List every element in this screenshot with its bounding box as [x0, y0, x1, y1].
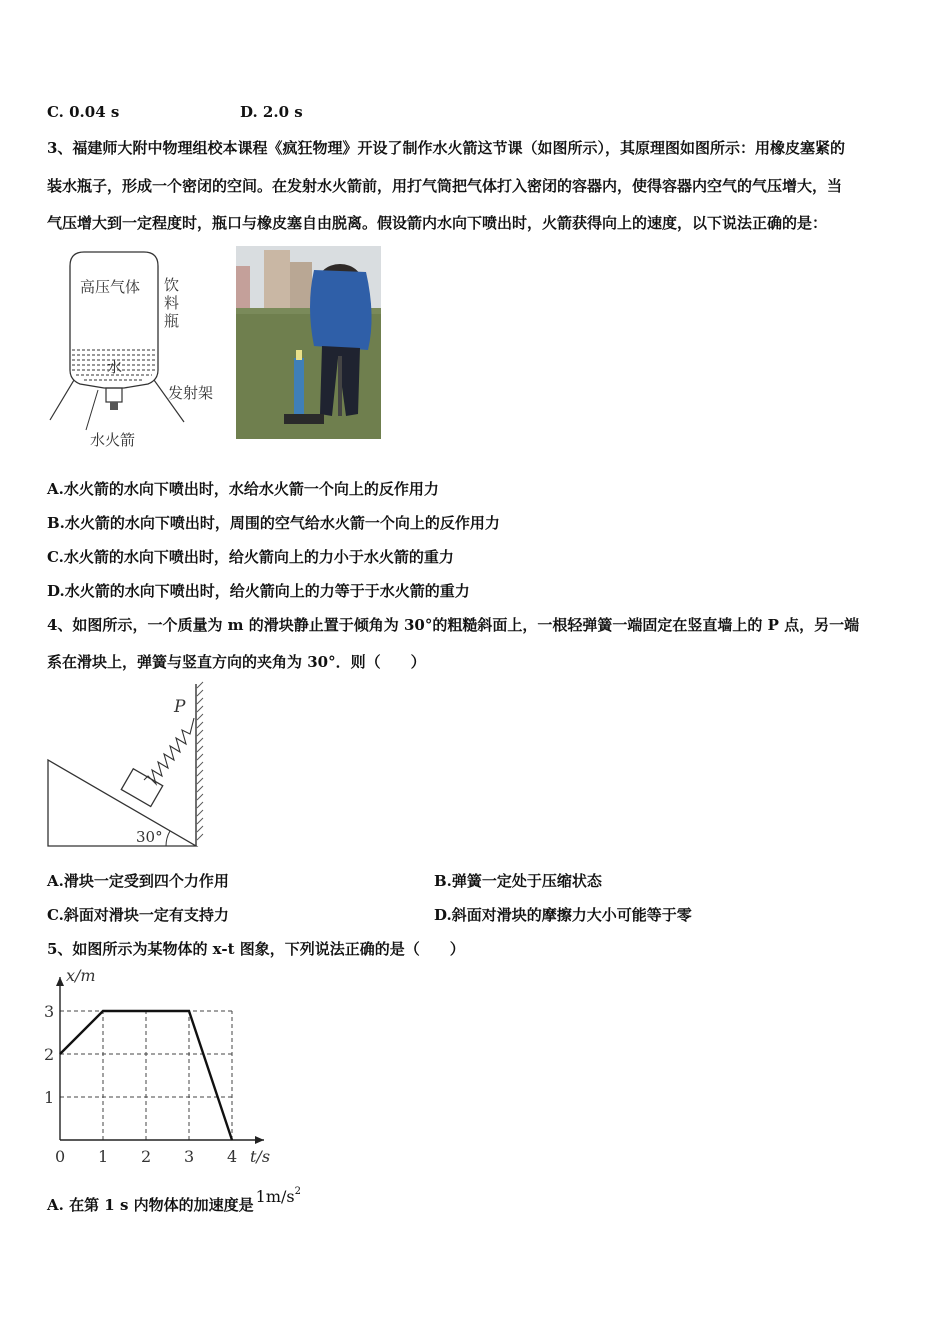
incline: [48, 760, 196, 846]
q5-option-a-exp: 2: [294, 1186, 301, 1197]
q5-option-a: [47, 1186, 301, 1215]
q4-option-b: B.弹簧一定处于压缩状态: [434, 872, 602, 890]
chart-axes: [56, 977, 264, 1144]
y-tick-label: 3: [44, 1002, 55, 1021]
rubber-stopper: [110, 402, 118, 410]
label-rocket: 水火箭: [90, 431, 136, 449]
slider-block: [121, 769, 162, 807]
q3-option-b: B.水火箭的水向下喷出时，周围的空气给水火箭一个向上的反作用力: [47, 514, 500, 532]
x-tick-label: 3: [184, 1147, 195, 1166]
wall-hatching: [197, 682, 203, 840]
chart-ticks: [44, 1002, 237, 1166]
option-d-prev: D. 2.0 s: [240, 103, 303, 121]
q3-option-c: C.水火箭的水向下喷出时，给火箭向上的力小于水火箭的重力: [47, 548, 454, 566]
water-rocket-photo: [236, 246, 381, 439]
label-gas: 高压气体: [80, 278, 141, 296]
rocket-pointer: [86, 390, 98, 430]
q4-option-a: A.滑块一定受到四个力作用: [47, 872, 229, 890]
q4-line-1: 4、如图所示，一个质量为 m 的滑块静止置于倾角为 30°的粗糙斜面上，一根轻弹簧一端固定在竖直墙上的 P 点，另一端: [47, 616, 860, 634]
angle-label: 30°: [136, 828, 163, 846]
y-axis-label: x/m: [66, 966, 96, 985]
x-tick-label: 1: [98, 1147, 109, 1166]
chart-grid: [60, 1011, 232, 1140]
q3-option-d: D.水火箭的水向下喷出时，给火箭向上的力等于于水火箭的重力: [47, 582, 470, 600]
q4-option-d: D.斜面对滑块的摩擦力大小可能等于零: [434, 906, 692, 924]
q5-line: 5、如图所示为某物体的 x-t 图象，下列说法正确的是（ ）: [47, 940, 465, 958]
label-water: 水: [107, 358, 123, 376]
q4-option-c: C.斜面对滑块一定有支持力: [47, 906, 229, 924]
y-tick-label: 1: [44, 1088, 55, 1107]
incline-diagram: [44, 680, 214, 850]
xt-chart: [40, 962, 280, 1172]
q5-option-a-value: 1m/s: [255, 1187, 295, 1206]
y-axis-arrow: [56, 977, 64, 986]
q5-option-a-text: A. 在第 1 s 内物体的加速度是: [47, 1196, 254, 1214]
label-stand: 发射架: [168, 384, 214, 402]
nozzle: [106, 388, 122, 402]
x-tick-label: 0: [55, 1147, 66, 1166]
x-axis-label: t/s: [250, 1147, 271, 1166]
label-bottle-1: 饮: [164, 276, 180, 294]
water-rocket-diagram: [44, 244, 234, 454]
photo-illustration: [236, 246, 381, 439]
q3-option-a: A.水火箭的水向下喷出时，水给水火箭一个向上的反作用力: [47, 480, 439, 498]
x-axis-arrow: [255, 1136, 264, 1144]
label-bottle-3: 瓶: [164, 312, 180, 330]
q3-line-2: 装水瓶子，形成一个密闭的空间。在发射水火箭前，用打气筒把气体打入密闭的容器内，使得容器内空气的气压增大，当: [47, 177, 843, 195]
x-tick-label: 2: [141, 1147, 152, 1166]
spring: [144, 718, 194, 784]
x-tick-label: 4: [227, 1147, 238, 1166]
point-p-label: P: [174, 697, 186, 717]
stand-leg-left: [50, 380, 74, 420]
y-tick-label: 2: [44, 1045, 55, 1064]
q4-line-2: 系在滑块上，弹簧与竖直方向的夹角为 30°．则（ ）: [47, 653, 426, 671]
label-bottle-2: 料: [164, 294, 180, 312]
q3-line-3: 气压增大到一定程度时，瓶口与橡皮塞自由脱离。假设箭内水向下喷出时，火箭获得向上的速度，以下说法正确的是：: [47, 214, 828, 232]
angle-arc: [166, 831, 170, 846]
option-c-prev: C. 0.04 s: [47, 103, 120, 121]
q3-line-1: 3、福建师大附中物理组校本课程《疯狂物理》开设了制作水火箭这节课（如图所示），其原理图如图所示：用橡皮塞紧的: [47, 139, 845, 157]
